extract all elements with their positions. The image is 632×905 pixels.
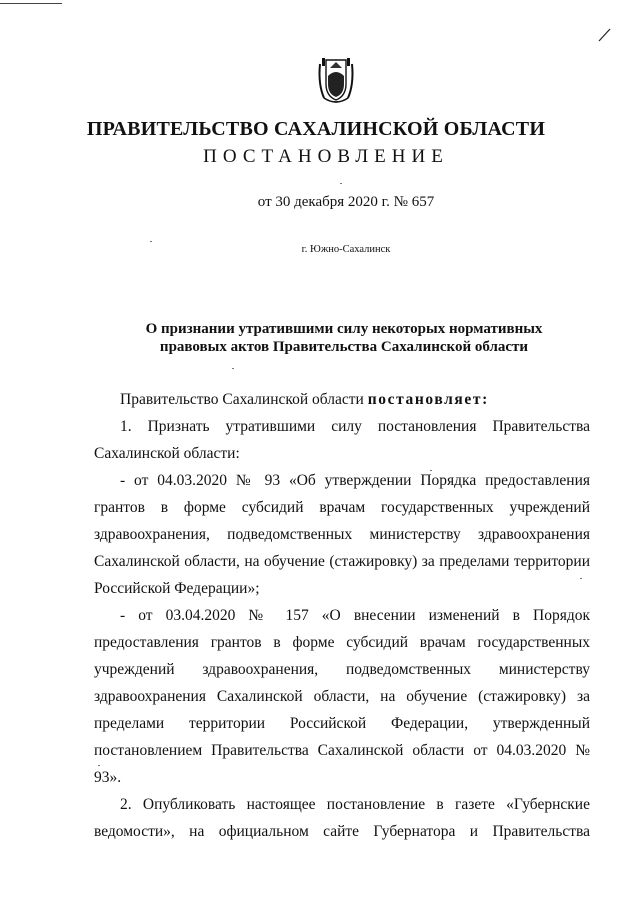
document-subject xyxy=(28,320,632,356)
item-2: 2. Опубликовать настоящее постановление в газете «Губернские ведомости», на официальном сайте Губернатора и Правительства xyxy=(94,796,590,840)
intro-paragraph xyxy=(94,386,590,413)
document-body xyxy=(94,386,590,845)
government-title: ПРАВИТЕЛЬСТВО САХАЛИНСКОЙ ОБЛАСТИ xyxy=(86,118,546,140)
city: г. Южно-Сахалинск xyxy=(301,244,391,255)
bullet-2: - от 03.04.2020 № 157 «О внесении изменений в Порядок предоставления грантов в форме субсидий врачам государственных учреждений здравоохранения, подведомственных министерству здравоохранения Сахалинской области, на обучение (стажировку) за пределами территории Российской Федерации, утвержденный постановлением Правительства Сахалинской области от 04.03.2020 № 93». xyxy=(94,607,590,786)
pen-mark-icon xyxy=(597,28,611,42)
date-and-number: от 30 декабря 2020 г. № 657 xyxy=(257,194,435,210)
intro-prefix: Правительство Сахалинской области xyxy=(120,391,368,408)
document-type: ПОСТАНОВЛЕНИЕ xyxy=(203,146,449,167)
coat-of-arms-icon xyxy=(316,54,356,106)
intro-verb: постановляет: xyxy=(367,391,489,408)
subject-line-1: О признании утратившими силу некоторых нормативных xyxy=(145,321,543,337)
bullet-1: - от 04.03.2020 № 93 «Об утверждении Порядка предоставления грантов в форме субсидий врачам государственных учреждений здравоохранения, подведомственных министерству здравоохранения Сахалинской области, на обучение (стажировку) за пределами территории Российской Федерации»; xyxy=(94,472,590,597)
item-1: 1. Признать утратившими силу постановления Правительства Сахалинской области: xyxy=(94,418,590,462)
subject-line-2: правовых актов Правительства Сахалинской области xyxy=(159,339,529,355)
scan-edge-line xyxy=(0,3,62,4)
